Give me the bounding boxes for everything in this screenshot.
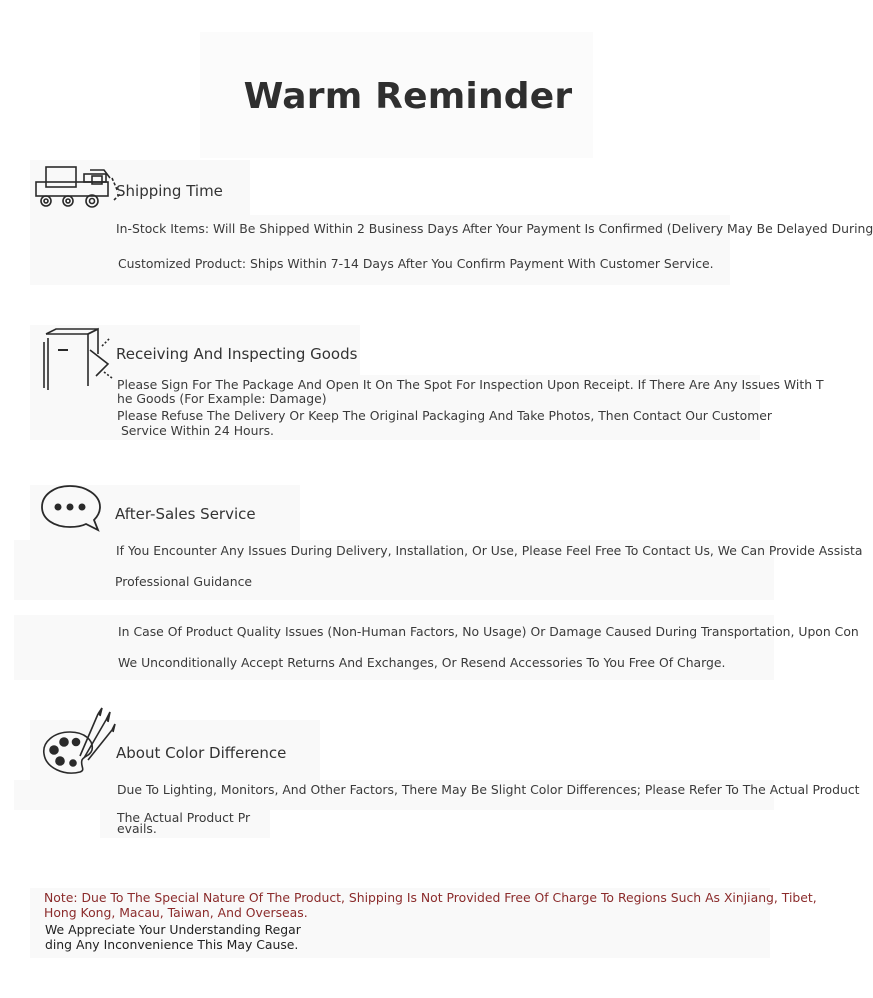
after-sales-line: Professional Guidance xyxy=(115,574,253,589)
after-sales-line: In Case Of Product Quality Issues (Non-Human Factors, No Usage) Or Damage Caused During Transportation, Upon Con xyxy=(118,624,859,639)
color-line: The Actual Product Pr xyxy=(117,810,251,825)
note-line: Hong Kong, Macau, Taiwan, And Overseas. xyxy=(44,905,308,920)
receiving-line: Please Sign For The Package And Open It On The Spot For Inspection Upon Receipt. If There Are Any Issues With T xyxy=(117,377,824,392)
after-sales-line: If You Encounter Any Issues During Delivery, Installation, Or Use, Please Feel Free To Contact Us, We Can Provide Assista xyxy=(116,543,863,558)
receiving-line: Please Refuse The Delivery Or Keep The Original Packaging And Take Photos, Then Contact Our Customer xyxy=(117,408,773,423)
receiving-heading: Receiving And Inspecting Goods xyxy=(116,345,358,363)
receiving-line: he Goods (For Example: Damage) xyxy=(117,391,327,406)
receiving-line: Service Within 24 Hours. xyxy=(117,423,274,438)
color-heading: About Color Difference xyxy=(116,744,287,762)
color-line: Due To Lighting, Monitors, And Other Factors, There May Be Slight Color Differences; Please Refer To The Actual Product xyxy=(117,782,860,797)
shipping-heading: Shipping Time xyxy=(116,182,223,200)
after-sales-line: We Unconditionally Accept Returns And Exchanges, Or Resend Accessories To You Free Of Charge. xyxy=(118,655,726,670)
box-icon xyxy=(40,328,116,394)
shipping-line: Customized Product: Ships Within 7-14 Days After You Confirm Payment With Customer Service. xyxy=(118,256,714,271)
after-sales-heading: After-Sales Service xyxy=(115,505,256,523)
truck-icon xyxy=(34,164,124,210)
note-line: Note: Due To The Special Nature Of The Product, Shipping Is Not Provided Free Of Charge To Regions Such As Xinjiang, Tibet, xyxy=(44,890,817,905)
chat-bubble-icon xyxy=(40,484,102,534)
shipping-line: In-Stock Items: Will Be Shipped Within 2 Business Days After Your Payment Is Confirmed (Delivery May Be Delayed During xyxy=(116,221,873,236)
page-title: Warm Reminder xyxy=(243,76,573,117)
appreciation-line: ding Any Inconvenience This May Cause. xyxy=(45,937,299,952)
appreciation-line: We Appreciate Your Understanding Regar xyxy=(45,922,301,937)
color-line: evails. xyxy=(117,821,157,836)
palette-icon xyxy=(40,706,116,776)
